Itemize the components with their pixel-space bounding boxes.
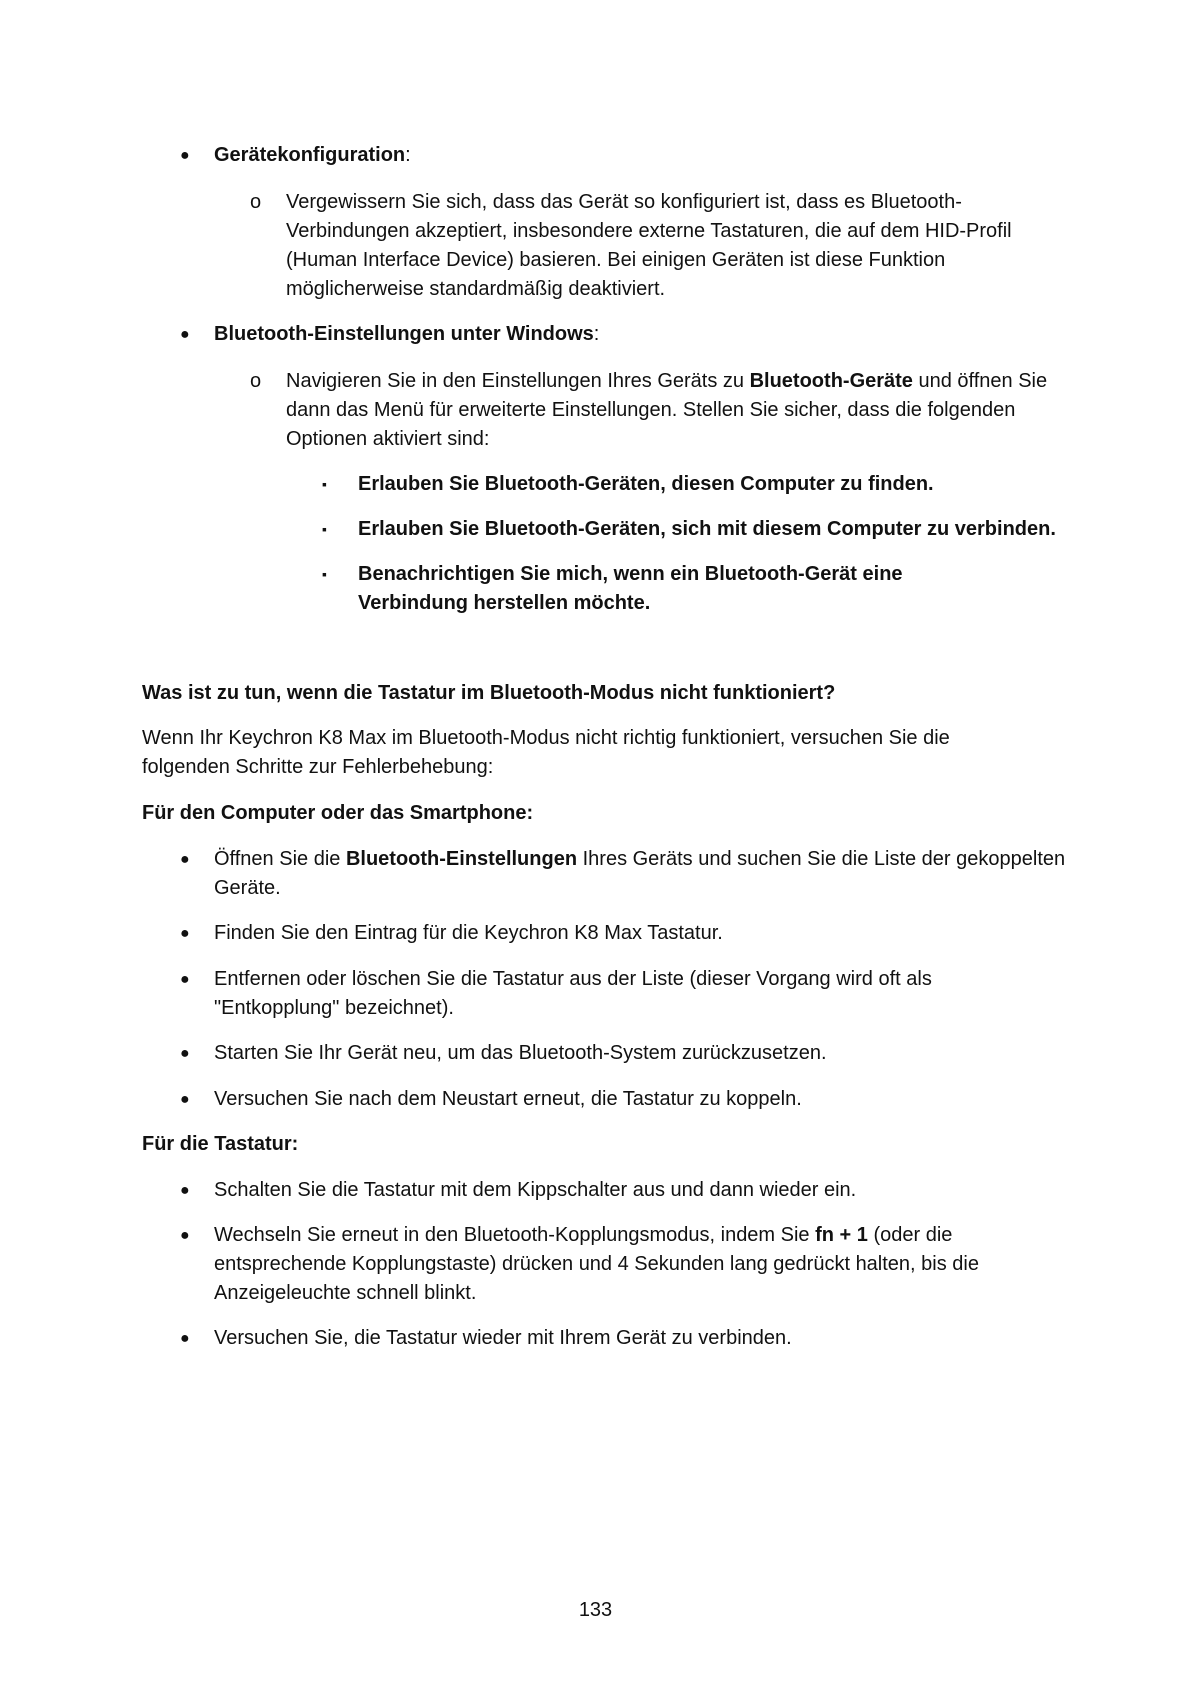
bullet-icon: ● [180, 1182, 190, 1199]
list-item: Wechseln Sie erneut in den Bluetooth-Kopplungsmodus, indem Sie fn + 1 (oder die entsprechende Kopplungstaste) drücken und 4 Sekunden lang gedrückt halten, bis die Anzeigeleuchte schnell blinkt. [214, 1224, 979, 1304]
bullet-icon: ● [180, 971, 190, 988]
option-item: Erlauben Sie Bluetooth-Geräten, diesen Computer zu finden. [358, 473, 934, 495]
bullet-icon: ● [180, 925, 190, 942]
list-item: Finden Sie den Eintrag für die Keychron K8 Max Tastatur. [214, 922, 723, 944]
list-item: Entfernen oder löschen Sie die Tastatur aus der Liste (dieser Vorgang wird oft als "Entkopplung" bezeichnet). [214, 968, 932, 1019]
circle-bullet-icon: o [250, 370, 262, 392]
option-item: Erlauben Sie Bluetooth-Geräten, sich mit diesem Computer zu verbinden. [358, 518, 1056, 540]
subsection-heading: Für den Computer oder das Smartphone: [142, 802, 534, 824]
list-item: Gerätekonfiguration: [214, 144, 411, 166]
square-bullet-icon: ▪ [322, 476, 327, 492]
square-bullet-icon: ▪ [322, 566, 327, 582]
list-item: Bluetooth-Einstellungen unter Windows: [214, 323, 600, 345]
bullet-icon: ● [180, 147, 190, 164]
bullet-icon: ● [180, 851, 190, 868]
bullet-icon: ● [180, 326, 190, 343]
bullet-icon: ● [180, 1045, 190, 1062]
page-number: 133 [578, 1599, 613, 1621]
intro-paragraph: Wenn Ihr Keychron K8 Max im Bluetooth-Modus nicht richtig funktioniert, versuchen Sie die folgenden Schritte zur Fehlerbehebung: [142, 727, 950, 778]
option-item: Benachrichtigen Sie mich, wenn ein Bluetooth-Gerät eine Verbindung herstellen möchte. [358, 563, 903, 614]
item-label: Gerätekonfiguration [214, 144, 406, 166]
item-label: Bluetooth-Einstellungen unter Windows [214, 323, 594, 345]
list-item: Starten Sie Ihr Gerät neu, um das Bluetooth-System zurückzusetzen. [214, 1042, 827, 1064]
circle-bullet-icon: o [250, 191, 262, 213]
list-item: Versuchen Sie nach dem Neustart erneut, die Tastatur zu koppeln. [214, 1088, 802, 1110]
sub-list-item: Vergewissern Sie sich, dass das Gerät so konfiguriert ist, dass es Bluetooth-Verbindungen akzeptiert, insbesondere externe Tastaturen, die auf dem HID-Profil (Human Interface Device) basieren. Bei einigen Geräten ist diese Funktion möglicherweise standardmäßig deaktiviert. [286, 191, 1012, 300]
bullet-icon: ● [180, 1091, 190, 1108]
section-heading: Was ist zu tun, wenn die Tastatur im Bluetooth-Modus nicht funktioniert? [142, 682, 836, 704]
subsection-heading: Für die Tastatur: [142, 1133, 299, 1155]
list-item: Versuchen Sie, die Tastatur wieder mit Ihrem Gerät zu verbinden. [214, 1327, 792, 1349]
square-bullet-icon: ▪ [322, 521, 327, 537]
list-item: Schalten Sie die Tastatur mit dem Kippschalter aus und dann wieder ein. [214, 1179, 857, 1201]
bullet-icon: ● [180, 1227, 190, 1244]
bullet-icon: ● [180, 1330, 190, 1347]
sub-list-item: Navigieren Sie in den Einstellungen Ihres Geräts zu Bluetooth-Geräte und öffnen Sie dann das Menü für erweiterte Einstellungen. Stellen Sie sicher, dass die folgenden Optionen aktiviert sind: [286, 370, 1048, 450]
list-item: Öffnen Sie die Bluetooth-Einstellungen Ihres Geräts und suchen Sie die Liste der gekoppelten Geräte. [214, 848, 1066, 899]
